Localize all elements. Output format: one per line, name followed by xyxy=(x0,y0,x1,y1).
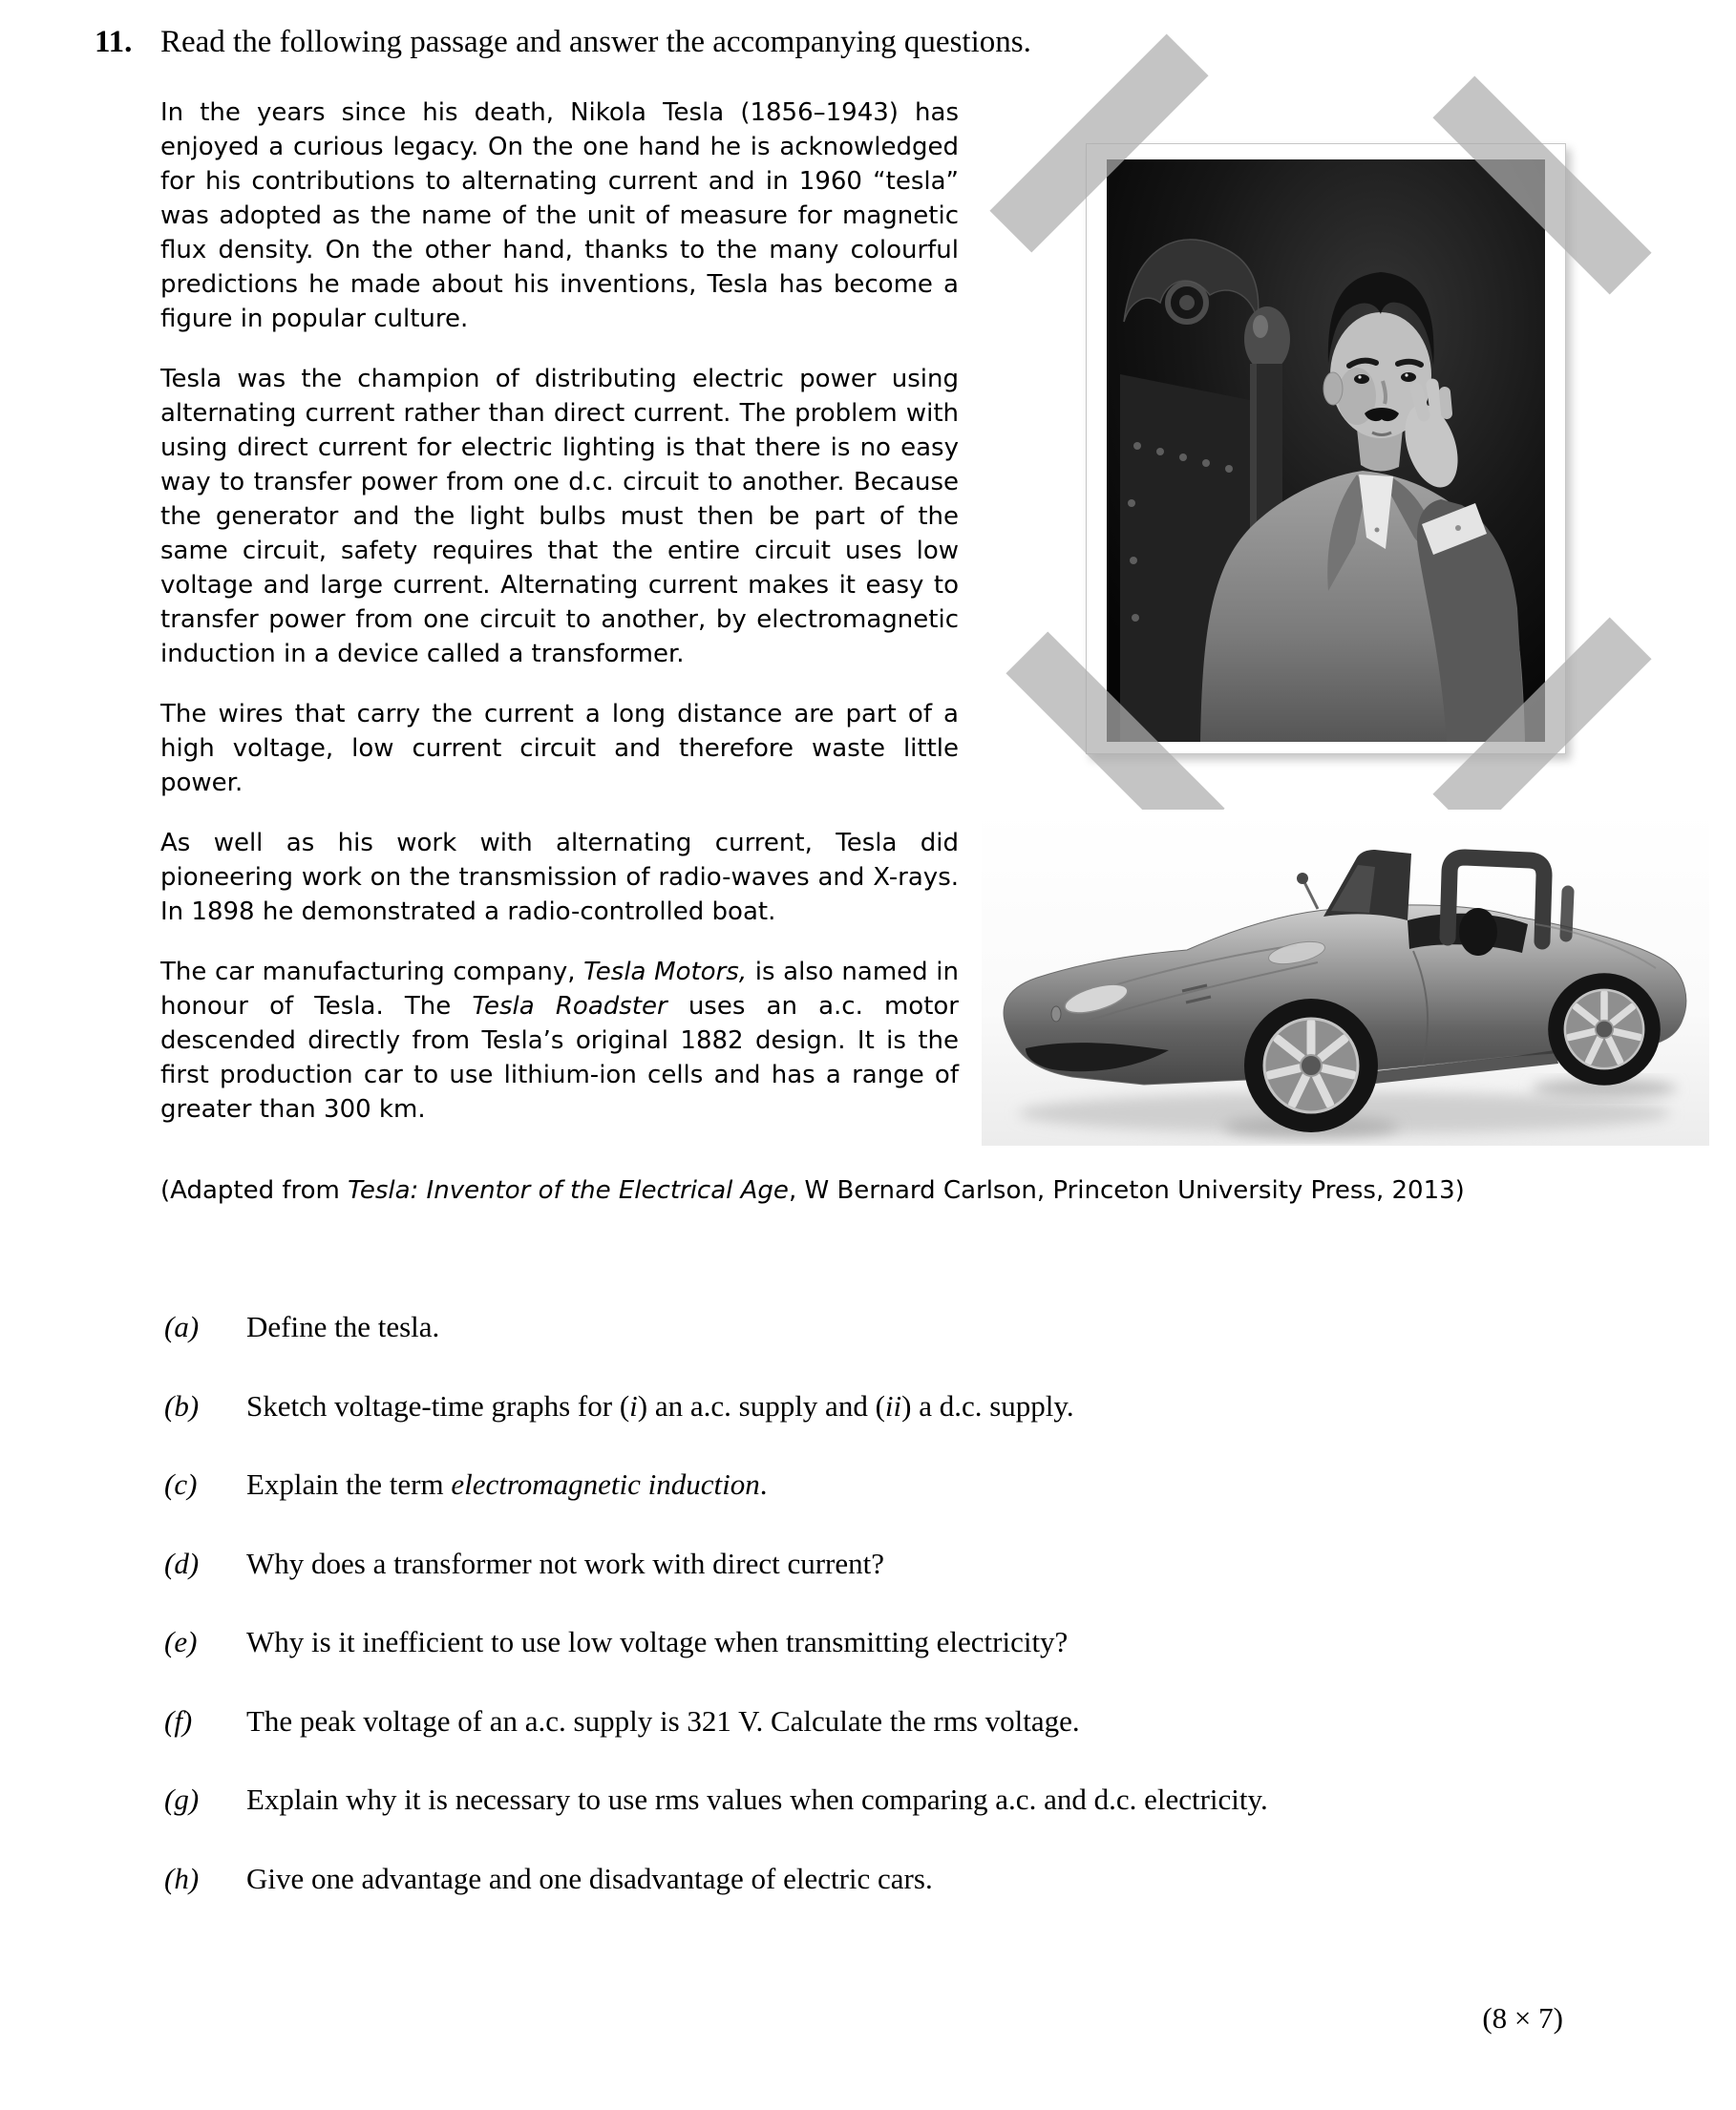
question-c xyxy=(164,1467,1597,1502)
passage-paragraph-2: Tesla was the champion of distributing electric power using alternating current rather than direct current. The problem with using direct current for electric lighting is that there is no easy way to transfer power from one d.c. circuit to another. Because the generator and the light bulbs must then be part of the same circuit, safety requires that the entire circuit uses low voltage and large current. Alternating current makes it easy to transfer power from one circuit to another, by electromagnetic induction in a device called a transformer. xyxy=(160,365,959,668)
question-h-text: Give one advantage and one disadvantage of electric cars. xyxy=(246,1862,933,1895)
passage-paragraph-1: In the years since his death, Nikola Tesla (1856–1943) has enjoyed a curious legacy. On the one hand he is acknowledged for his contributions to alternating current and in 1960 “tesla” was adopted as the name of the unit of measure for magnetic flux density. On the other hand, thanks to the many colourful predictions he made about his inventions, Tesla has become a figure in popular culture. xyxy=(160,98,959,333)
question-f-text: The peak voltage of an a.c. supply is 321 V. Calculate the rms voltage. xyxy=(246,1704,1080,1738)
photo-frame xyxy=(1086,143,1566,754)
question-a-text: Define the tesla. xyxy=(246,1310,440,1343)
question-f-label: (f) xyxy=(164,1704,193,1738)
question-number: 11. xyxy=(95,25,133,59)
question-h xyxy=(164,1862,1597,1896)
tesla-portrait-image xyxy=(1107,159,1545,742)
question-instruction: Read the following passage and answer the accompanying questions. xyxy=(160,25,1031,59)
question-g-label: (g) xyxy=(164,1783,200,1816)
question-d xyxy=(164,1547,1597,1581)
rear-wheel xyxy=(1548,973,1661,1086)
question-g-text: Explain why it is necessary to use rms values when comparing a.c. and d.c. electricity. xyxy=(246,1783,1268,1816)
passage-paragraph-4: As well as his work with alternating current, Tesla did pioneering work on the transmission of radio-waves and X-rays. In 1898 he demonstrated a radio-controlled boat. xyxy=(160,829,959,926)
question-e-label: (e) xyxy=(164,1625,198,1658)
question-d-label: (d) xyxy=(164,1547,200,1580)
question-a-label: (a) xyxy=(164,1310,200,1343)
question-e-text: Why is it inefficient to use low voltage when transmitting electricity? xyxy=(246,1625,1069,1658)
question-d-text: Why does a transformer not work with direct current? xyxy=(246,1547,884,1580)
question-e xyxy=(164,1625,1597,1659)
question-g xyxy=(164,1783,1597,1817)
marks-allocation: (8 × 7) xyxy=(1482,2001,1563,2035)
question-h-label: (h) xyxy=(164,1862,200,1895)
tesla-portrait-photo xyxy=(993,81,1681,855)
tesla-roadster-image xyxy=(982,810,1709,1146)
front-wheel xyxy=(1244,999,1378,1132)
tesla-roadster-photo xyxy=(982,810,1709,1146)
passage-paragraph-3: The wires that carry the current a long distance are part of a high voltage, low current circuit and therefore waste little power. xyxy=(160,700,959,797)
question-b-label: (b) xyxy=(164,1389,200,1423)
passage-attribution: (Adapted from Tesla: Inventor of the Electrical Age, W Bernard Carlson, Princeton University Press, 2013) xyxy=(160,1176,1465,1205)
question-b-text: Sketch voltage-time graphs for (i) an a.c. supply and (ii) a d.c. supply. xyxy=(246,1389,1074,1423)
passage-paragraph-5: The car manufacturing company, Tesla Motors, is also named in honour of Tesla. The Tesla Roadster uses an a.c. motor descended directly from Tesla’s original 1882 design. It is the first production car to use lithium-ion cells and has a range of greater than 300 km. xyxy=(160,958,959,1124)
passage-column xyxy=(160,95,959,1152)
question-a xyxy=(164,1310,1597,1344)
question-c-label: (c) xyxy=(164,1467,198,1501)
question-b xyxy=(164,1389,1597,1424)
question-c-text: Explain the term electromagnetic induction. xyxy=(246,1467,768,1501)
question-f xyxy=(164,1704,1597,1739)
